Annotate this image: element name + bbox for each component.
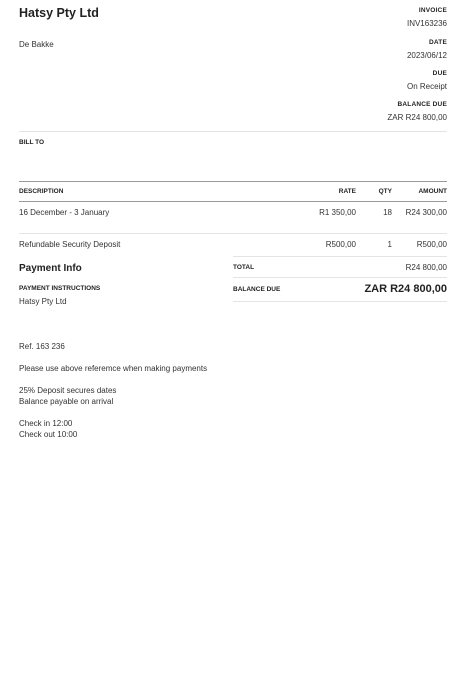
totals-bottom-rule xyxy=(233,301,447,302)
invoice-label: INVOICE xyxy=(418,7,447,14)
check-out-time: Check out 10:00 xyxy=(19,430,78,439)
deposit-line-2: Balance payable on arrival xyxy=(19,397,114,406)
company-name: Hatsy Pty Ltd xyxy=(19,6,99,20)
payment-instructions-label: PAYMENT INSTRUCTIONS xyxy=(19,285,101,292)
row-qty: 18 xyxy=(383,208,392,217)
row-amount: R500,00 xyxy=(416,240,447,249)
balance-due-total-value: ZAR R24 800,00 xyxy=(364,283,447,295)
row-amount: R24 300,00 xyxy=(405,208,447,217)
payment-info-title: Payment Info xyxy=(19,263,82,274)
date-label: DATE xyxy=(428,39,447,46)
totals-mid-rule xyxy=(233,277,447,278)
payment-instructions-value: Hatsy Pty Ltd xyxy=(19,297,67,306)
date-value: 2023/06/12 xyxy=(406,51,447,60)
invoice-number: INV163236 xyxy=(406,19,447,28)
balance-due-value: ZAR R24 800,00 xyxy=(387,113,447,122)
due-label: DUE xyxy=(432,70,447,77)
bill-to-label: BILL TO xyxy=(19,139,45,146)
row-rate: R1 350,00 xyxy=(319,208,356,217)
reference-number: Ref. 163 236 xyxy=(19,342,65,351)
row-description: Refundable Security Deposit xyxy=(19,240,121,249)
balance-due-total-label: BALANCE DUE xyxy=(233,286,281,293)
col-header-description: DESCRIPTION xyxy=(19,188,64,195)
row-rate: R500,00 xyxy=(325,240,356,249)
table-top-rule xyxy=(19,181,447,182)
row-qty: 1 xyxy=(387,240,392,249)
col-header-qty: QTY xyxy=(378,188,392,195)
total-label: TOTAL xyxy=(233,264,255,271)
row-divider xyxy=(19,233,447,234)
deposit-line-1: 25% Deposit secures dates xyxy=(19,386,117,395)
company-address: De Bakke xyxy=(19,40,54,49)
due-value: On Receipt xyxy=(406,82,447,91)
col-header-rate: RATE xyxy=(338,188,356,195)
col-header-amount: AMOUNT xyxy=(418,188,447,195)
totals-top-rule xyxy=(233,256,447,257)
total-value: R24 800,00 xyxy=(405,263,447,272)
check-in-time: Check in 12:00 xyxy=(19,419,73,428)
balance-due-label: BALANCE DUE xyxy=(397,101,447,108)
table-header-rule xyxy=(19,201,447,202)
header-divider xyxy=(19,131,447,132)
reference-note: Please use above referemce when making payments xyxy=(19,364,208,373)
row-description: 16 December - 3 January xyxy=(19,208,110,217)
